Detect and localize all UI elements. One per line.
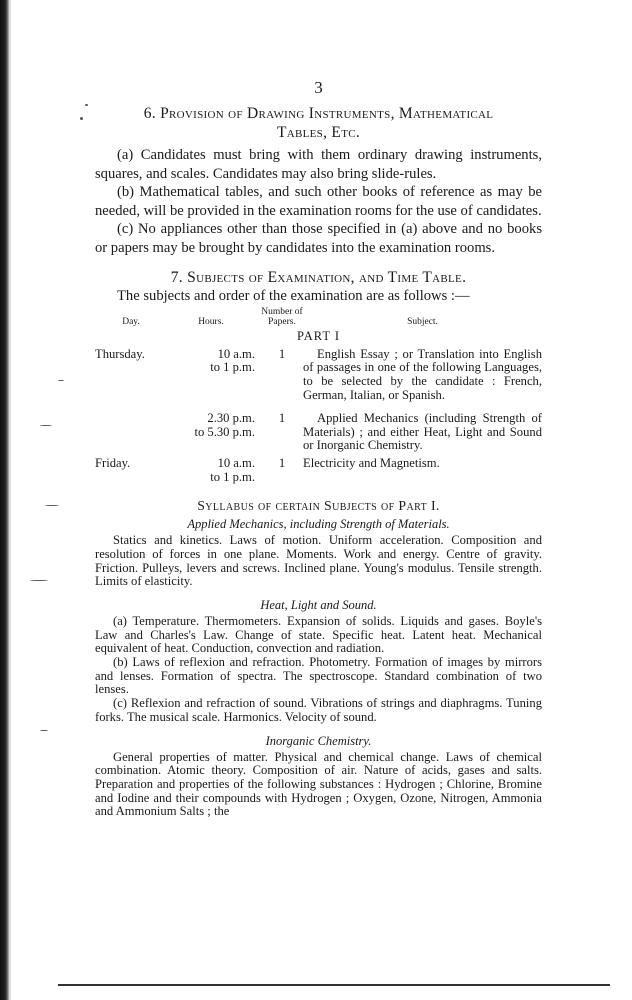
scan-speck xyxy=(80,117,83,120)
part-label: PART I xyxy=(296,329,341,344)
subject-heading-chemistry: Inorganic Chemistry. xyxy=(265,733,372,748)
header-hours: Hours. xyxy=(198,317,224,328)
scan-speck xyxy=(30,580,48,581)
table-row xyxy=(95,412,542,453)
section-7-title: 7. Subjects of Examination, and Time Table. xyxy=(170,268,467,286)
row-papers: 1 xyxy=(278,346,286,361)
row-day xyxy=(95,412,167,453)
scan-speck xyxy=(40,425,52,426)
row-subject: English Essay ; or Translation into English of passages in one of the following Languages, to be selected by the candidate : French, German, Italian, or Spanish. xyxy=(303,346,542,402)
row-hours xyxy=(167,412,261,453)
scan-speck xyxy=(40,730,48,731)
subject-heading-heat-light-sound: Heat, Light and Sound. xyxy=(260,597,377,612)
heat-para-c: (c) Reflexion and refraction of sound. Vibrations of strings and diaphragms. Tuning forks. The musical scale. Harmonics. Velocity of sound. xyxy=(95,696,542,724)
scan-speck xyxy=(58,380,64,381)
row-hours xyxy=(167,348,261,402)
time-table xyxy=(95,307,542,484)
time-table-header xyxy=(95,307,542,329)
row-papers: 1 xyxy=(278,411,286,426)
row-papers: 1 xyxy=(278,455,286,470)
chemistry-para: General properties of matter. Physical and chemical change. Laws of chemical combination. Atomic theory. Composition of air. Nature of acids, gases and salts. Preparation and properties of the following substances : Hydrogen ; Chlorine, Bromine and Iodine and their compounds with Hydrogen ; Oxygen, Ozone, Nitrogen, Ammonia and Ammonium Salts ; the xyxy=(95,749,542,819)
section-6-title-line1: 6. Provision of Drawing Instruments, Mathematical xyxy=(143,105,494,122)
scan-speck xyxy=(85,104,88,106)
heat-para-b: (b) Laws of reflexion and refraction. Photometry. Formation of images by mirrors and lenses. Formation of spectra. The spectroscope. Standard combination of two lenses. xyxy=(95,655,542,697)
hours-from: 10 a.m. xyxy=(217,455,255,470)
page-edge xyxy=(9,0,11,1000)
header-papers: Number of Papers. xyxy=(261,307,303,328)
hours-to: to 1 p.m. xyxy=(210,469,255,484)
section-6 xyxy=(95,104,542,258)
document-page xyxy=(95,78,542,819)
section-6-para-c: (c) No appliances other than those specified in (a) above and no books or papers may be brought by candidates into the examination rooms. xyxy=(95,221,542,256)
header-day: Day. xyxy=(122,317,140,328)
hours-to: to 1 p.m. xyxy=(210,360,255,375)
syllabus-title: Syllabus of certain Subjects of Part I. xyxy=(197,498,440,514)
syllabus xyxy=(95,498,542,819)
hours-from: 2.30 p.m. xyxy=(207,411,255,426)
part-label-row xyxy=(95,329,542,348)
mechanics-para: Statics and kinetics. Laws of motion. Uniform acceleration. Composition and resolution of forces in one plane. Moments. Work and energy. Centre of gravity. Friction. Pulleys, levers and screws. Inclined plane. Young's modulus. Tensile strength. Limits of elasticity. xyxy=(95,533,542,589)
book-binding-shadow xyxy=(0,0,9,1000)
section-6-para-b: (b) Mathematical tables, and such other books of reference as may be needed, will be provided in the examination rooms for the use of candidates. xyxy=(95,184,542,219)
table-row xyxy=(95,457,542,484)
header-subject: Subject. xyxy=(407,317,438,328)
row-subject: Electricity and Magnetism. xyxy=(303,455,440,470)
table-row xyxy=(95,348,542,402)
section-6-para-a: (a) Candidates must bring with them ordinary drawing instruments, squares, and scales. Candidates may also bring slide-rules. xyxy=(95,147,542,182)
hours-from: 10 a.m. xyxy=(217,346,255,361)
section-6-title-line2: Tables, Etc. xyxy=(276,124,361,141)
row-day: Thursday. xyxy=(95,346,145,361)
section-7 xyxy=(95,268,542,485)
scan-speck xyxy=(45,505,59,506)
row-subject: Applied Mechanics (including Strength of Materials) ; and either Heat, Light and Sound or Inorganic Chemistry. xyxy=(303,411,542,453)
subject-heading-mechanics: Applied Mechanics, including Strength of Materials. xyxy=(187,517,450,532)
page-number: 3 xyxy=(314,78,323,97)
heat-para-a: (a) Temperature. Thermometers. Expansion of solids. Liquids and gases. Boyle's Law and Charles's Law. Change of state. Specific heat. Latent heat. Mechanical equivalent of heat. Conduction, convection and radiation. xyxy=(95,613,542,656)
bottom-rule xyxy=(58,984,610,986)
hours-to: to 5.30 p.m. xyxy=(194,424,255,439)
row-hours xyxy=(167,457,261,484)
section-7-intro: The subjects and order of the examination are as follows :— xyxy=(117,287,470,304)
row-day: Friday. xyxy=(95,455,131,470)
